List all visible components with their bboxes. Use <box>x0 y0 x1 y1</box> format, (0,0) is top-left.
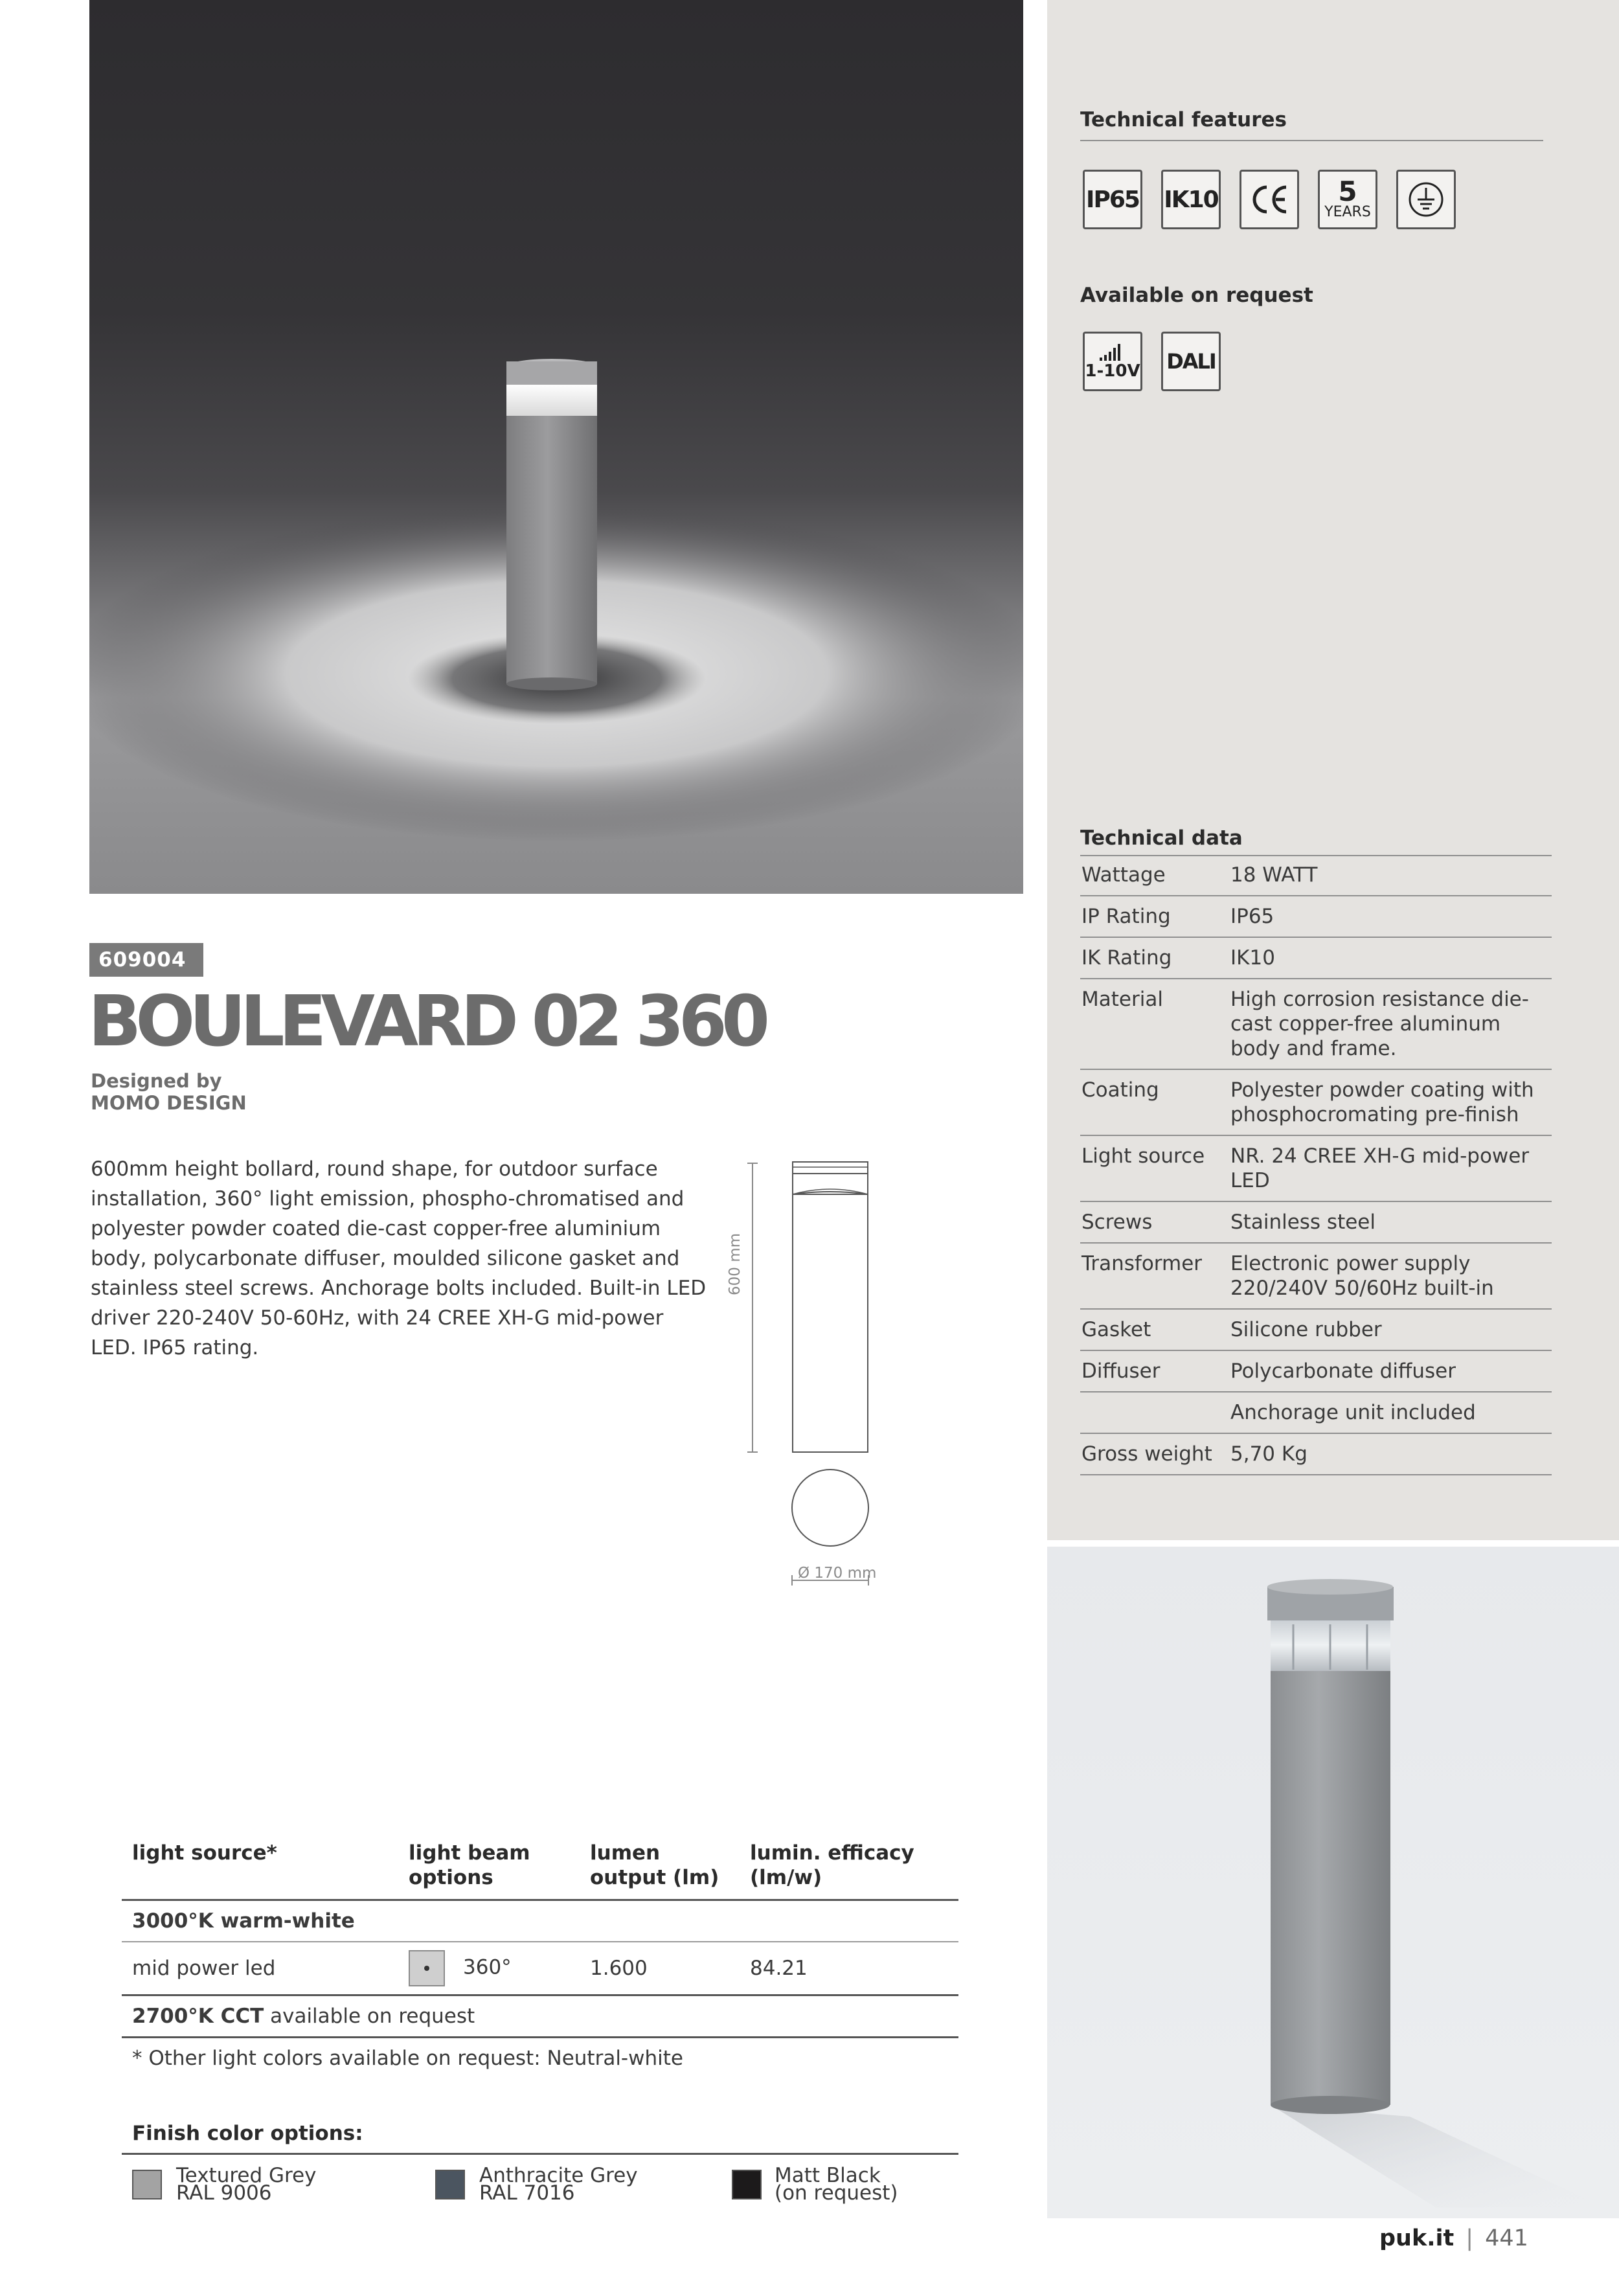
finish-option-anthracite-grey: Anthracite Grey RAL 7016 <box>479 2164 638 2205</box>
beam-360-icon <box>409 1950 445 1986</box>
technical-data-label: Screws <box>1080 1201 1229 1243</box>
technical-data-row <box>1080 1392 1552 1433</box>
technical-data-label: IP Rating <box>1080 896 1229 937</box>
beam-angle: 360° <box>463 1955 512 1979</box>
technical-data-row <box>1080 1069 1552 1135</box>
finish-heading: Finish color options: <box>132 2122 363 2145</box>
footnote-row <box>122 2038 958 2079</box>
technical-data-label: Material <box>1080 979 1229 1069</box>
available-on-request-heading: Available on request <box>1080 284 1313 307</box>
light-beam-cell <box>398 1942 580 1995</box>
technical-data-row <box>1080 979 1552 1069</box>
technical-data-value: IP65 <box>1229 896 1552 937</box>
swatch-textured-grey <box>132 2170 162 2199</box>
header-light-source: light source* <box>122 1834 398 1900</box>
technical-data-row <box>1080 1350 1552 1392</box>
product-title: BOULEVARD 02 360 <box>88 981 764 1062</box>
page-number: 441 <box>1485 2225 1528 2251</box>
finish-option-matt-black: Matt Black (on request) <box>775 2164 898 2205</box>
light-footnote: * Other light colors available on request: Neutral-white <box>132 2047 683 2070</box>
technical-data-value: Polyester powder coating with phosphocromating pre-finish <box>1229 1069 1552 1135</box>
light-group-label: 3000°K warm-white <box>122 1900 958 1942</box>
light-source-table <box>122 1834 958 2078</box>
header-luminous-efficacy: lumin. efficacy (lm/w) <box>740 1834 958 1900</box>
finish-rule <box>122 2153 958 2155</box>
technical-data-value: NR. 24 CREE XH-G mid-power LED <box>1229 1135 1552 1201</box>
technical-data-label: Diffuser <box>1080 1350 1229 1392</box>
bollard-product-illustration <box>1047 1547 1619 2218</box>
header-light-beam: light beam options <box>398 1834 580 1900</box>
cct-label: 2700°K CCT <box>132 2005 264 2028</box>
height-dimension-label: 600 mm <box>727 1233 743 1295</box>
technical-data-value: 5,70 Kg <box>1229 1433 1552 1475</box>
light-group-row <box>122 1900 958 1942</box>
hero-photo <box>89 0 1023 894</box>
technical-data-row <box>1080 1201 1552 1243</box>
light-table-header-row <box>122 1834 958 1900</box>
technical-data-value: Anchorage unit included <box>1229 1392 1552 1433</box>
product-description: 600mm height bollard, round shape, for outdoor surface installation, 360° light emission, phospho-chromatised and polyester powder coated die-cast copper-free aluminium body, polycarbonate diffuser, moulded silicone gasket and stainless steel screws. Anchorage bolts included. Built-in LED driver 220-240V 50-60Hz, with 24 CREE XH-G mid-power LED. IP65 rating. <box>91 1157 707 1359</box>
cct-row <box>122 1995 958 2038</box>
swatch-matt-black <box>732 2170 762 2199</box>
technical-data-value: High corrosion resistance die-cast copper-free aluminum body and frame. <box>1229 979 1552 1069</box>
warranty-5-years-icon: 5 YEARS <box>1318 170 1377 229</box>
efficacy-cell: 84.21 <box>740 1942 958 1995</box>
dali-icon: DALI <box>1161 332 1221 391</box>
header-lumen-output: lumen output (lm) <box>580 1834 740 1900</box>
lit-bollard-illustration <box>89 0 1023 894</box>
technical-drawing <box>738 1153 887 1593</box>
technical-data-label <box>1080 1392 1229 1433</box>
technical-data-label: Wattage <box>1080 855 1229 896</box>
technical-data-heading: Technical data <box>1080 826 1243 850</box>
technical-data-label: Gasket <box>1080 1309 1229 1350</box>
diameter-dimension-label: Ø 170 mm <box>798 1565 877 1582</box>
technical-data-row <box>1080 937 1552 979</box>
earth-ground-icon <box>1396 170 1456 229</box>
light-source-cell: mid power led <box>122 1942 398 1995</box>
ce-mark-icon <box>1240 170 1299 229</box>
technical-data-value: Silicone rubber <box>1229 1309 1552 1350</box>
site-name: puk.it <box>1379 2225 1455 2251</box>
technical-data-row <box>1080 1243 1552 1309</box>
ik10-icon: IK10 <box>1161 170 1221 229</box>
finish-option-textured-grey: Textured Grey RAL 9006 <box>176 2164 317 2205</box>
product-code-tag: 609004 <box>89 943 203 977</box>
technical-features-rule <box>1080 140 1543 141</box>
footer-separator: | <box>1466 2225 1474 2251</box>
light-data-row <box>122 1942 958 1995</box>
technical-features-heading: Technical features <box>1080 108 1287 131</box>
technical-data-row <box>1080 896 1552 937</box>
cct-note: available on request <box>264 2005 475 2028</box>
technical-data-table <box>1080 855 1552 1475</box>
technical-data-label: Coating <box>1080 1069 1229 1135</box>
technical-data-value: IK10 <box>1229 937 1552 979</box>
technical-data-value: Electronic power supply 220/240V 50/60Hz built-in <box>1229 1243 1552 1309</box>
lumen-cell: 1.600 <box>580 1942 740 1995</box>
designer-credit <box>91 1070 247 1114</box>
technical-data-row <box>1080 1433 1552 1475</box>
product-photo <box>1047 1547 1619 2218</box>
technical-data-value: Stainless steel <box>1229 1201 1552 1243</box>
technical-data-row <box>1080 1135 1552 1201</box>
technical-data-row <box>1080 855 1552 896</box>
designer-name: MOMO DESIGN <box>91 1092 247 1114</box>
dimming-1-10v-icon: 1-10V <box>1083 332 1142 391</box>
technical-data-label: Gross weight <box>1080 1433 1229 1475</box>
technical-data-row <box>1080 1309 1552 1350</box>
ip65-icon: IP65 <box>1083 170 1142 229</box>
technical-data-label: Transformer <box>1080 1243 1229 1309</box>
designed-by-label: Designed by <box>91 1070 222 1092</box>
technical-data-value: 18 WATT <box>1229 855 1552 896</box>
swatch-anthracite-grey <box>435 2170 465 2199</box>
technical-data-label: IK Rating <box>1080 937 1229 979</box>
technical-data-value: Polycarbonate diffuser <box>1229 1350 1552 1392</box>
technical-data-label: Light source <box>1080 1135 1229 1201</box>
page-footer <box>1379 2225 1528 2251</box>
